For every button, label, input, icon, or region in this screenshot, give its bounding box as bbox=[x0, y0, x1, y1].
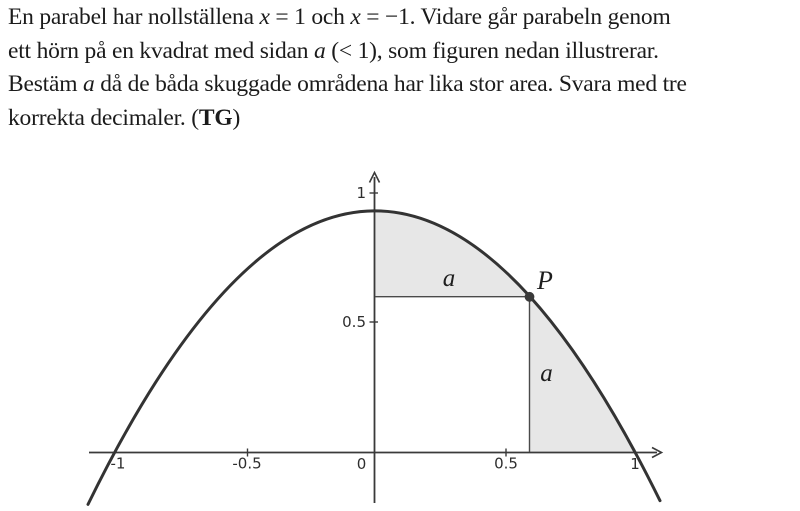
label-P: P bbox=[537, 266, 553, 295]
x-tick-label-neg1: -1 bbox=[110, 454, 126, 473]
y-tick-label-05: 0.5 bbox=[342, 313, 366, 331]
y-tick-label-1: 1 bbox=[356, 184, 366, 202]
problem-line-3: Bestäm a då de båda skuggade områdena har lika stor area. Svara med tre bbox=[8, 71, 687, 98]
point-P bbox=[525, 292, 535, 302]
problem-line-4: korrekta decimaler. (TG) bbox=[8, 104, 241, 131]
problem-line-1: En parabel har nollställena x = 1 och x = −1. Vidare går parabeln genom bbox=[8, 4, 671, 30]
x-tick-label-1: 1 bbox=[630, 455, 640, 473]
problem-line-2: ett hörn på en kvadrat med sidan a (< 1), som figuren nedan illustrerar. bbox=[8, 37, 659, 64]
x-tick-label-0: 0 bbox=[356, 455, 367, 473]
label-a-top: a bbox=[442, 265, 456, 292]
label-a-right: a bbox=[540, 360, 553, 387]
x-tick-label-05: 0.5 bbox=[494, 454, 518, 473]
x-tick-label-neg05: -0.5 bbox=[232, 454, 262, 473]
